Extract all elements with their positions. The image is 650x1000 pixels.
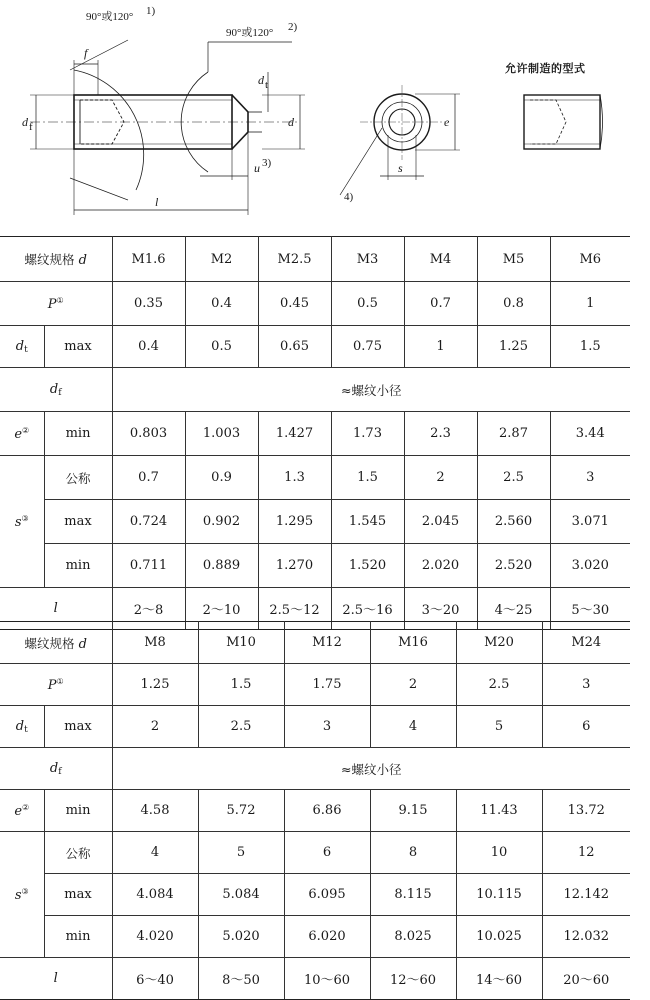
t1-df-span: ≈螺纹小径 — [112, 368, 630, 412]
t2-s-symbol: s③ — [0, 832, 44, 958]
svg-text:2): 2) — [288, 21, 298, 33]
t1-l-symbol: l — [0, 588, 112, 630]
t2-row-df — [0, 748, 630, 790]
t2-row-size — [0, 622, 630, 664]
angle-label-1: 90°或120° — [86, 11, 134, 23]
dim-l-label: l — [155, 195, 159, 209]
t2-row-l: l 6～40 8～50 10～60 12～60 14～60 20～60 — [0, 958, 630, 1000]
t1-size: M2.5 — [258, 237, 331, 282]
t2-header-cell: 螺纹规格 d — [0, 622, 112, 664]
t1-header-cell: 螺纹规格 d — [0, 237, 112, 282]
dim-d-label: d — [288, 115, 294, 129]
t2-row-s-max: max 4.084 5.084 6.095 8.115 10.115 12.142 — [0, 874, 630, 916]
t1-row-e: e② min 0.803 1.003 1.427 1.73 2.3 2.87 3.44 — [0, 412, 630, 456]
t1-df-symbol: $d_f$ — [0, 368, 112, 412]
t2-l-symbol: l — [0, 958, 112, 1000]
t2-size: M24 — [542, 622, 630, 664]
t1-row-s-nominal: s③ 公称 0.7 0.9 1.3 1.5 2 2.5 3 — [0, 456, 630, 500]
t1-dt-symbol: $d_t$ — [0, 326, 44, 368]
note-4-label: 4) — [344, 191, 354, 203]
t2-pitch-label: P① — [0, 664, 112, 706]
svg-text:1): 1) — [146, 5, 156, 17]
t2-df-symbol: $d_f$ — [0, 748, 112, 790]
t2-dt-symbol: $d_t$ — [0, 706, 44, 748]
dim-df-label: d — [22, 115, 28, 129]
t2-e-symbol: e② — [0, 790, 44, 832]
svg-text:3): 3) — [262, 157, 272, 169]
dim-u-label: u — [254, 161, 260, 175]
t2-size: M20 — [456, 622, 542, 664]
t1-row-size — [0, 237, 630, 282]
t2-size: M12 — [284, 622, 370, 664]
t1-row-s-max: max 0.724 0.902 1.295 1.545 2.045 2.560 3.071 — [0, 500, 630, 544]
t2-row-dt: $d_t$ max 2 2.5 3 4 5 6 — [0, 706, 630, 748]
t1-row-l: l 2～8 2～10 2.5～12 2.5～16 3～20 4～25 5～30 — [0, 588, 630, 630]
t1-row-df — [0, 368, 630, 412]
t2-row-s-min: min 4.020 5.020 6.020 8.025 10.025 12.032 — [0, 916, 630, 958]
t1-row-dt: $d_t$ max 0.4 0.5 0.65 0.75 1 1.25 1.5 — [0, 326, 630, 368]
t1-size: M6 — [550, 237, 630, 282]
spec-table-2 — [0, 621, 630, 1000]
dim-s-label: s — [398, 161, 403, 175]
t2-row-pitch: P① 1.25 1.5 1.75 2 2.5 3 — [0, 664, 630, 706]
t1-size: M2 — [185, 237, 258, 282]
t1-s-symbol: s③ — [0, 456, 44, 588]
t1-row-pitch: P① 0.35 0.4 0.45 0.5 0.7 0.8 1 — [0, 282, 630, 326]
t1-size: M4 — [404, 237, 477, 282]
allowed-form-title: 允许制造的型式 — [505, 62, 586, 75]
t2-row-s-nominal: s③ 公称 4 5 6 8 10 12 — [0, 832, 630, 874]
technical-drawing — [0, 0, 650, 232]
t2-size: M10 — [198, 622, 284, 664]
t2-row-e: e② min 4.58 5.72 6.86 9.15 11.43 13.72 — [0, 790, 630, 832]
t1-e-symbol: e② — [0, 412, 44, 456]
angle-label-2: 90°或120° — [226, 27, 274, 39]
dim-e-label: e — [444, 115, 450, 129]
allowed-form-outline — [524, 95, 600, 149]
dim-f-label: f — [84, 46, 88, 60]
t1-row-s-min: min 0.711 0.889 1.270 1.520 2.020 2.520 3.020 — [0, 544, 630, 588]
t1-size: M5 — [477, 237, 550, 282]
dim-dt-label: d — [258, 73, 264, 87]
t1-size: M1.6 — [112, 237, 185, 282]
spec-table-1 — [0, 236, 630, 630]
t2-df-span: ≈螺纹小径 — [112, 748, 630, 790]
t2-size: M8 — [112, 622, 198, 664]
t1-size: M3 — [331, 237, 404, 282]
svg-text:f: f — [29, 121, 33, 133]
set-screw-drawing-svg — [0, 0, 650, 232]
t2-size: M16 — [370, 622, 456, 664]
svg-text:t: t — [265, 79, 269, 91]
t1-pitch-label: P① — [0, 282, 112, 326]
